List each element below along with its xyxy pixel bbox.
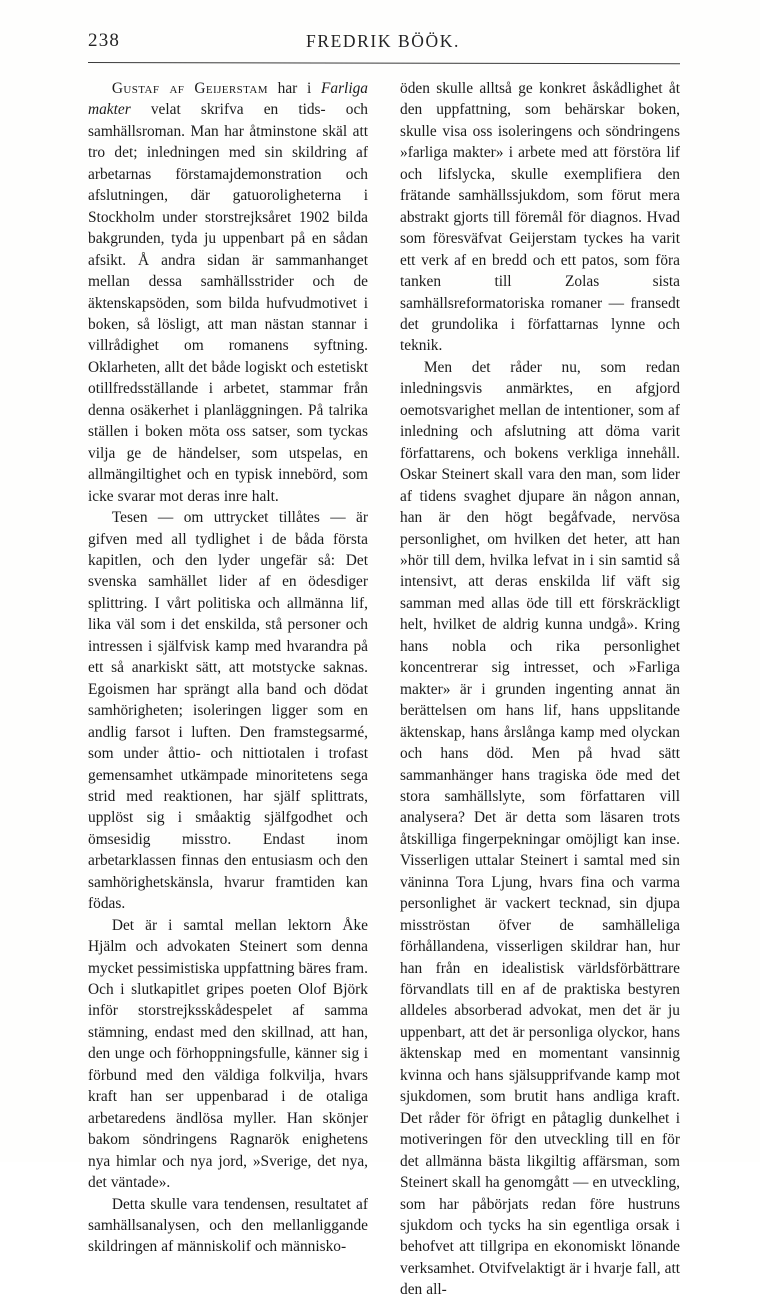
header-rule-divider bbox=[88, 62, 680, 64]
paragraph-1 bbox=[88, 78, 368, 507]
small-caps-opening: Gustaf af Geijerstam bbox=[111, 80, 268, 97]
paragraph-1-lead-after: har i bbox=[267, 80, 321, 97]
paragraph-6: Men det råder nu, som redan inledningsvis anmärktes, en afgjord oemotsvarighet mellan de intentioner, som af inledning och afslutning att döma varit författarens, och bokens verkliga innehåll. Oskar Steinert skall vara den man, som lider af tidens svaghet djupare än någon annan, han är den högt begåfvade, nervösa personlighet, om hvilken det heter, att han »hör till dem, hvilka lefvat in i sin samtid så intensivt, att deras enskilda lif väft sig samman med allas öde till ett förskräckligt helt, hvilket de aldrig kunna undgå». Kring hans nobla och rika personlighet koncentrerar sig intresset, och »Farliga makter» är i grunden ingenting annat än berättelsen om hans lif, hans uppslitande äktenskap, hans årslånga kamp med olyckan och hans död. Men på hvad sätt sammanhänger hans tragiska öde med det stora samhällslyte, som författaren vill analysera? Det är detta som läsaren trots åtskilliga fingerpekningar omöjligt kan inse. Visserligen uttalar Steinert i samtal med sin väninna Tora Ljung, hvars fina och varma personlighet är vackert tecknad, sin djupa misströstan öfver de samhälleliga förhållandena, visserligen skildrar han, hur han från en idealistisk världsförbättrare förvandlats till en af de praktiska bestyren alldeles absorberad advokat, men det är ju uppenbart, att det är personliga olyckor, hans äktenskap med en momentant vansinnig kvinna och hans själsupprifvande kamp mot sjukdomen, som brutit hans andliga kraft. Det råder för öfrigt en påtaglig dunkelhet i motiveringen för den utveckling till en för det allmänna bästa likgiltig affärsman, som Steinert skall ha genomgått — en utveckling, som har påbörjats redan före hustruns sjukdom och tycks ha sin egentliga orsak i behofvet att tillgripa en ekonomiskt lönande verksamhet. Otvifvelaktigt är i hvarje fall, att den all- bbox=[400, 358, 680, 1299]
italic-book-title: Farliga makter bbox=[88, 80, 368, 119]
running-title: FREDRIK BÖÖK. bbox=[305, 31, 460, 51]
paragraph-5: öden skulle alltså ge konkret åskådlighet åt den uppfattning, som behärskar boken, skulle visa oss isoleringens och söndringens »farliga makter» i arbete med att förstöra lif och lifslycka, skulle exemplifiera den frätande samhällssjukdom, som förut mera abstrakt gjorts till föremål för diagnos. Hvad som föresväfvat Geijerstam tyckes ha varit ett verk af en bredd och ett patos, som föra tanken till Zolas sista samhällsreformatoriska romaner — fransedt det grundolika i författarnas lynne och teknik. bbox=[400, 80, 680, 355]
paragraph-2: Tesen — om uttrycket tillåtes — är gifven med all tydlighet i de båda första kapitlen, och den lyder ungefär så: Det svenska samhället lider af en ödesdiger splittring. I vårt politiska och allmänna lif, lika väl som i det enskilda, stå personer och intressen i själfvisk kamp med hvarandra på ett så anarkiskt sätt, att motstycke saknas. Egoismen har sprängt alla band och dödat samhörigheten; isoleringen ligger som en andlig farsot i luften. Den framstegsarmé, som under åttio- och nittiotalen i trofast gemensamhet utkämpade minoritetens sega strid med reaktionen, har själf splittrats, upplöst sig i småaktig själfgodhet och ömsesidig misstro. Endast inom arbetarklassen finnas den entusiasm och den samhörighetskänsla, hvarur framtiden kan födas. bbox=[88, 509, 368, 913]
page-folio-number: 238 bbox=[88, 30, 121, 51]
right-text-column bbox=[400, 78, 680, 1299]
left-text-column bbox=[88, 78, 368, 1256]
paragraph-3: Det är i samtal mellan lektorn Åke Hjälm och advokaten Steinert som denna mycket pessimistiska uppfattning bäres fram. Och i slutkapitlet gripes poeten Olof Björk inför storstrejksskådespelet af samma stämning, endast med den skillnad, att han, den unge och förhoppningsfulle, känner sig i förbund med den väldiga folkvilja, hvars kraft han ser uppenbarad i de otaliga arbetaredens ändlösa myller. Han skönjer bakom söndringens Ragnarök enighetens nya himlar och nya jord, »Sverige, det nya, det väntade». bbox=[88, 916, 368, 1192]
paragraph-1-body: velat skrifva en tids- och samhällsroman. Man har åtminstone skäl att tro det; inledningen med sin skildring af arbetarnas förstamajdemonstration och afslutningen, där gatuoroligheterna i Stockholm under storstrejksåret 1902 bilda bakgrunden, tyda ju uppenbart på en sådan afsikt. Å andra sidan är sammanhanget mellan dessa samhällsstrider och de äktenskapsöden, som bilda hufvudmotivet i boken, så lösligt, att man nästan stannar i villrådighet om romanens syftning. Oklarheten, allt det både logiskt och estetiskt otillfredsställande i arbetet, stammar från denna osäkerhet i planläggningen. På talrika ställen i boken möta oss satser, som tyckas vilja ge de händelser, som utspelas, en allmängiltighet och en typisk innebörd, som icke svarar mot deras inre halt. bbox=[88, 101, 368, 505]
running-head bbox=[88, 30, 678, 56]
paragraph-4: Detta skulle vara tendensen, resultatet af samhällsanalysen, och den mellanliggande skildringen af människolif och människo- bbox=[88, 1195, 368, 1256]
two-column-text-body bbox=[88, 78, 680, 1299]
